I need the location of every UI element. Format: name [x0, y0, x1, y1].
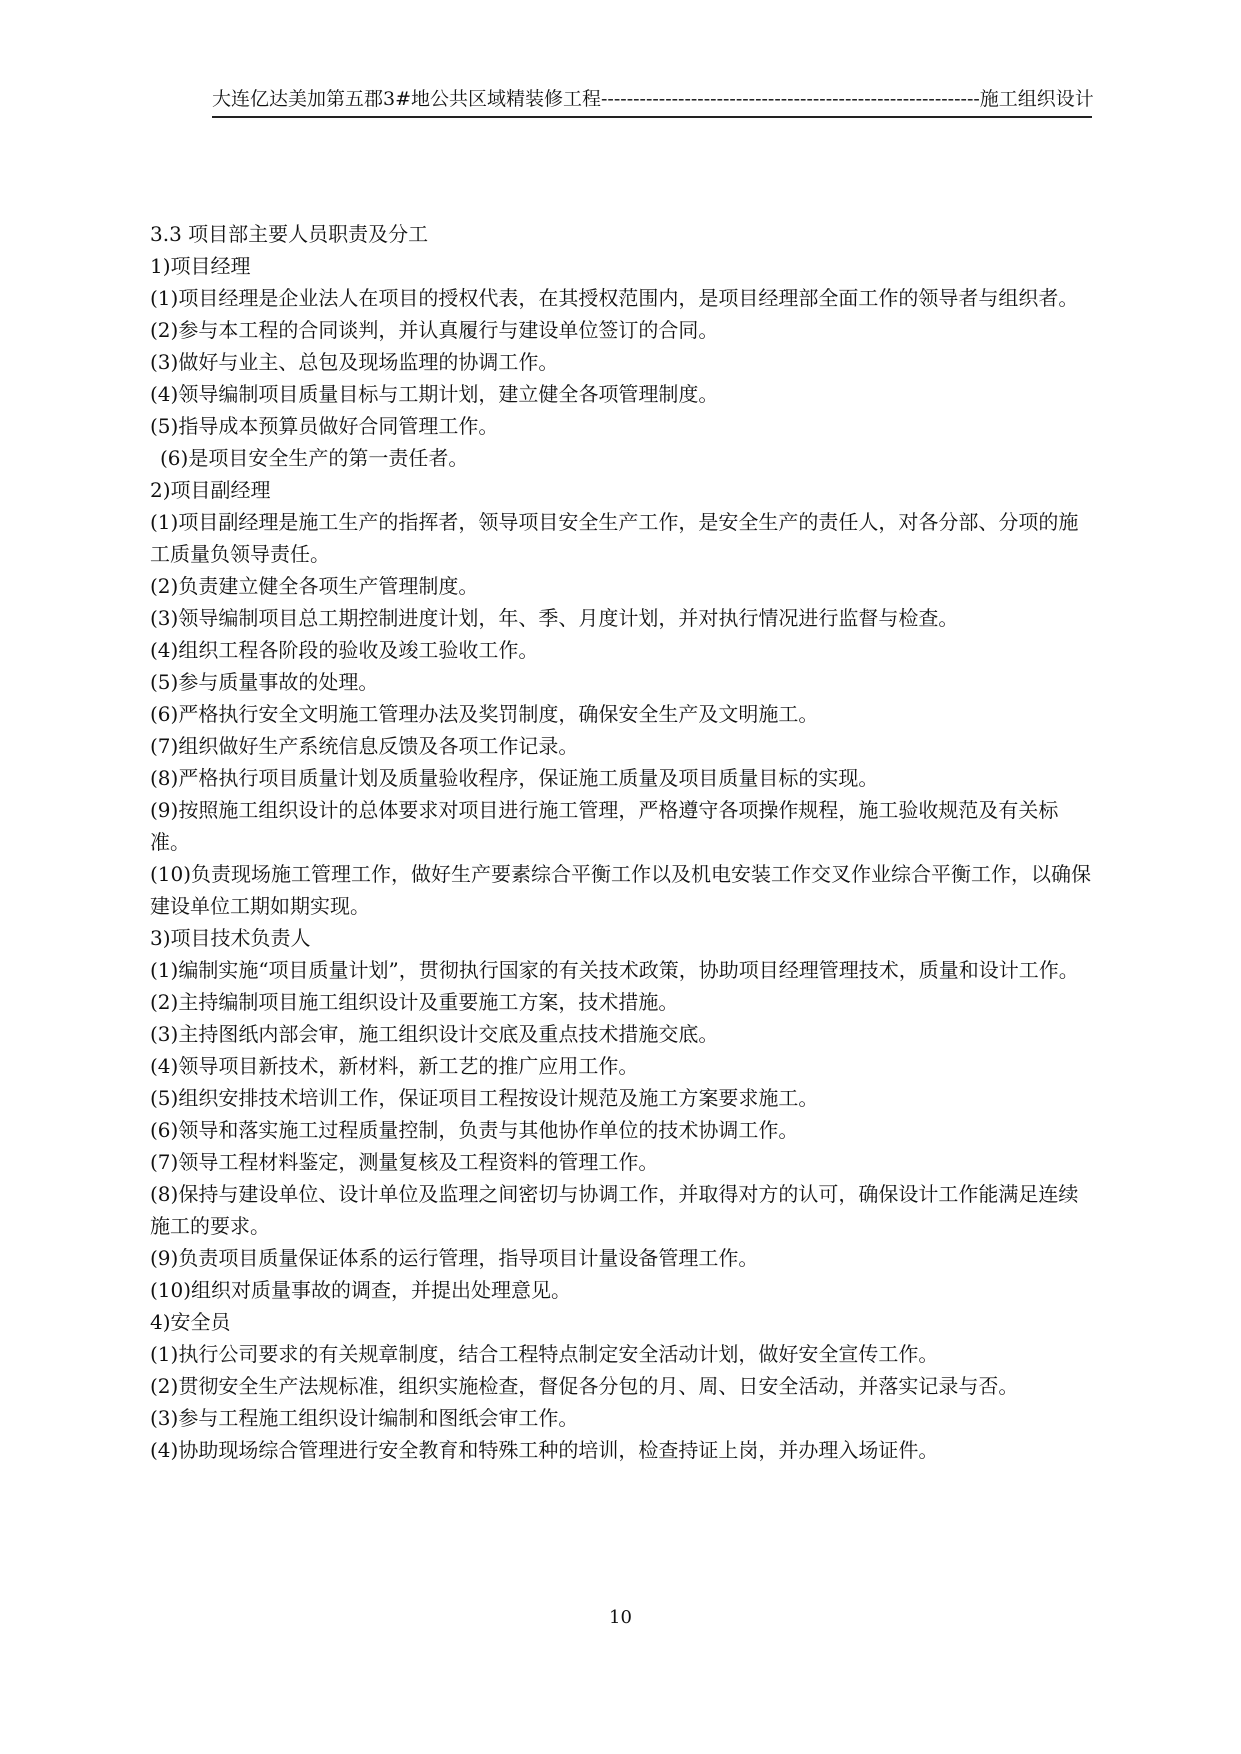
paragraph: (1)执行公司要求的有关规章制度，结合工程特点制定安全活动计划，做好安全宣传工作。 [150, 1342, 939, 1366]
paragraph: (8)保持与建设单位、设计单位及监理之间密切与协调工作，并取得对方的认可，确保设计工作能满足连续施工的要求。 [150, 1182, 1079, 1238]
paragraph: (5)组织安排技术培训工作，保证项目工程按设计规范及施工方案要求施工。 [150, 1086, 819, 1110]
paragraph: (9)按照施工组织设计的总体要求对项目进行施工管理，严格遵守各项操作规程，施工验收规范及有关标准。 [150, 798, 1059, 854]
paragraph: (4)协助现场综合管理进行安全教育和特殊工种的培训，检查持证上岗，并办理入场证件。 [150, 1438, 939, 1462]
paragraph: (9)负责项目质量保证体系的运行管理，指导项目计量设备管理工作。 [150, 1246, 759, 1270]
paragraph: (1)项目副经理是施工生产的指挥者，领导项目安全生产工作，是安全生产的责任人，对各分部、分项的施工质量负领导责任。 [150, 510, 1079, 566]
paragraph: (5)参与质量事故的处理。 [150, 670, 379, 694]
paragraph: (6)领导和落实施工过程质量控制，负责与其他协作单位的技术协调工作。 [150, 1118, 799, 1142]
paragraph: (5)指导成本预算员做好合同管理工作。 [150, 414, 499, 438]
subsection-heading: 3)项目技术负责人 [150, 926, 311, 950]
paragraph: (8)严格执行项目质量计划及质量验收程序，保证施工质量及项目质量目标的实现。 [150, 766, 879, 790]
paragraph: (10)负责现场施工管理工作，做好生产要素综合平衡工作以及机电安装工作交叉作业综合平衡工作，以确保建设单位工期如期实现。 [150, 862, 1092, 918]
paragraph: (4)组织工程各阶段的验收及竣工验收工作。 [150, 638, 539, 662]
paragraph: (4)领导项目新技术，新材料，新工艺的推广应用工作。 [150, 1054, 639, 1078]
paragraph: (3)做好与业主、总包及现场监理的协调工作。 [150, 350, 559, 374]
subsection-heading: 1)项目经理 [150, 254, 251, 278]
paragraph: (6)严格执行安全文明施工管理办法及奖罚制度，确保安全生产及文明施工。 [150, 702, 819, 726]
paragraph: (4)领导编制项目质量目标与工期计划，建立健全各项管理制度。 [150, 382, 719, 406]
paragraph: (1)项目经理是企业法人在项目的授权代表，在其授权范围内，是项目经理部全面工作的领导者与组织者。 [150, 286, 1079, 310]
paragraph: (10)组织对质量事故的调查，并提出处理意见。 [150, 1278, 572, 1302]
subsection-heading: 4)安全员 [150, 1310, 231, 1334]
paragraph: (3)参与工程施工组织设计编制和图纸会审工作。 [150, 1406, 579, 1430]
section-heading: 3.3 项目部主要人员职责及分工 [150, 222, 429, 246]
page-header [212, 82, 1092, 118]
paragraph: (2)参与本工程的合同谈判，并认真履行与建设单位签订的合同。 [150, 318, 719, 342]
subsection-heading: 2)项目副经理 [150, 478, 271, 502]
paragraph: (7)领导工程材料鉴定，测量复核及工程资料的管理工作。 [150, 1150, 659, 1174]
paragraph: (2)负责建立健全各项生产管理制度。 [150, 574, 479, 598]
page-number: 10 [609, 1607, 632, 1628]
header-title: 大连亿达美加第五郡3#地公共区域精装修工程-----------------------------------------------------------施工组织设计 [212, 88, 1094, 110]
paragraph: (1)编制实施“项目质量计划”，贯彻执行国家的有关技术政策，协助项目经理管理技术，质量和设计工作。 [150, 958, 1079, 982]
paragraph: (6)是项目安全生产的第一责任者。 [160, 446, 469, 470]
paragraph: (3)主持图纸内部会审，施工组织设计交底及重点技术措施交底。 [150, 1022, 719, 1046]
paragraph: (3)领导编制项目总工期控制进度计划，年、季、月度计划，并对执行情况进行监督与检查。 [150, 606, 959, 630]
paragraph: (2)贯彻安全生产法规标准，组织实施检查，督促各分包的月、周、日安全活动，并落实记录与否。 [150, 1374, 1019, 1398]
paragraph: (2)主持编制项目施工组织设计及重要施工方案，技术措施。 [150, 990, 679, 1014]
document-body [150, 218, 1098, 1466]
paragraph: (7)组织做好生产系统信息反馈及各项工作记录。 [150, 734, 579, 758]
